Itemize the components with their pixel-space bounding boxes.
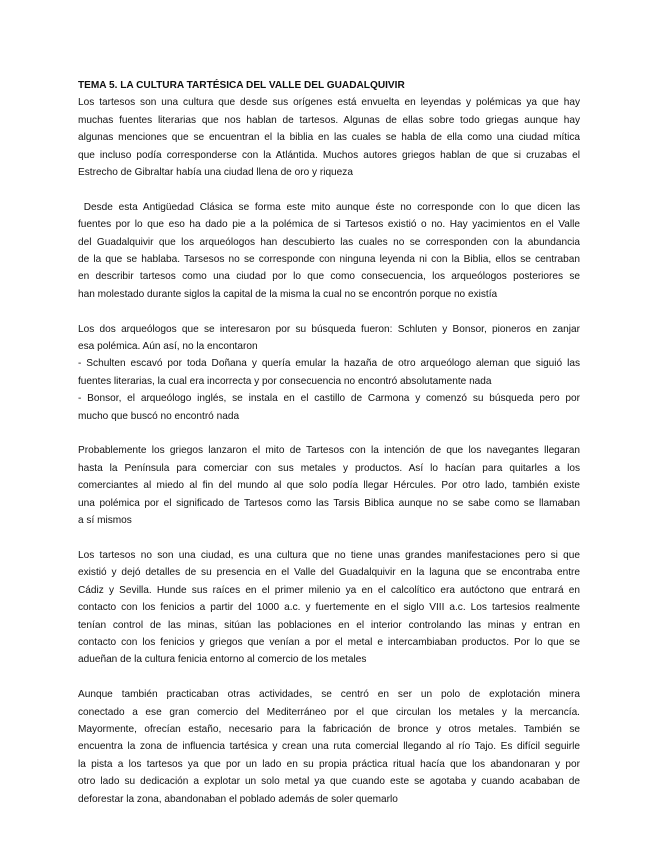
text-line: mucho que buscó no encontró nada (78, 410, 240, 422)
text-line: algunas menciones que se encuentran el la biblia en las cuales se habla de ella como una ciudad mítica (78, 132, 580, 144)
text-line: esa polémica. Aún así, no la encontaron (78, 341, 258, 353)
text-line: Aunque también practicaban otras actividades, se centró en ser un polo de explotación minera (78, 689, 580, 701)
text-line: encuentra la zona de influencia tartésica y crean una ruta comercial llegando al río Tajo. Es difícil seguirle (78, 741, 580, 753)
text-line: otro lado su dedicación a explotar un solo metal ya que cuando este se agotaba y cuando acababan de (78, 776, 580, 788)
text-line: Desde esta Antigüedad Clásica se forma este mito aunque éste no corresponde con lo que dicen las (78, 201, 580, 213)
text-line: de la que se hablaba. Tarsesos no se corresponde con ninguna leyenda ni con la Biblia, ellos se centraban (78, 254, 580, 266)
text-line: Probablemente los griegos lanzaron el mito de Tartesos con la intención de que los navegantes llegaran (78, 445, 580, 457)
text-line: comerciantes al miedo al fin del mundo al que solo podía llegar Hércules. Por otro lado, también existe (78, 480, 580, 492)
paragraph-3 (78, 321, 580, 425)
text-line: en describir tartesos como una ciudad por lo que como consecuencia, los arqueólogos posteriores se (78, 271, 580, 283)
text-line: existió y dejó detalles de su presencia en el Valle del Guadalquivir en la laguna que se encontraba entre (78, 567, 580, 579)
text-line: adueñan de la cultura fenicia entorno al comercio de los metales (78, 654, 367, 666)
text-line: Los dos arqueólogos que se interesaron por su búsqueda fueron: Schluten y Bonsor, pioneros en zanjar (78, 323, 580, 335)
paragraph-4 (78, 442, 580, 529)
text-line: fuentes por lo que eso ha dado pie a la polémica de si Tartesos existió o no. Hay yacimientos en el Valle (78, 219, 580, 231)
text-line: del Guadalquivir que los arqueólogos han descubierto las cuales no se corresponden con la abundancia (78, 236, 580, 248)
text-line: Los tartesos no son una ciudad, es una cultura que no tiene unas grandes manifestaciones pero si que (78, 549, 580, 561)
text-line: Estrecho de Gibraltar había una ciudad llena de oro y riqueza (78, 167, 353, 179)
text-line: una polémica por el significado de Tartesos como las Tarsis Biblica aunque no se sabe como se llamaban (78, 497, 580, 509)
text-line: muchas fuentes literarias que nos hablan de tartesos. Algunas de ellas sobre todo griegas aunque hay (78, 114, 580, 126)
paragraph-6 (78, 686, 580, 808)
text-line: hasta la Península para comerciar con sus metales y productos. Así lo hacían para quitarles a los (78, 462, 580, 474)
paragraph-5 (78, 547, 580, 669)
text-line: Los tartesos son una cultura que desde sus orígenes está envuelta en leyendas y polémicas ya que hay (78, 97, 580, 109)
text-line: la pista a los tartesos ya que por un lado en su propia práctica ritual hacía que los abandonaran y por (78, 758, 580, 770)
bullet-line: - Bonsor, el arqueólogo inglés, se instala en el castillo de Carmona y comenzó su búsqueda pero por (78, 393, 580, 405)
document-title: TEMA 5. LA CULTURA TARTÉSICA DEL VALLE DEL GUADALQUIVIR (78, 80, 405, 91)
paragraph-1 (78, 94, 580, 181)
text-line: contacto con los fenicios a partir del 1000 a.c. y fuertemente en el siglo VIII a.c. Los tartesios realmente (78, 602, 580, 614)
text-line: Cádiz y Sevilla. Hunde sus raíces en el primer milenio ya en el calcolítico era autóctono que entrará en (78, 584, 580, 596)
text-line: tenían control de las minas, sitúan las poblaciones en el interior controlando las minas y entran en (78, 619, 580, 631)
document-page (78, 77, 580, 825)
text-line: deforestar la zona, abandonaban el poblado además de soler quemarlo (78, 793, 398, 805)
bullet-line: - Schulten escavó por toda Doñana y quería emular la hazaña de otro arqueólogo aleman que siguió las (78, 358, 580, 370)
text-line: a sí mismos (78, 515, 132, 527)
text-line: contacto con los fenicios y griegos que venían a por el metal e intercambiaban productos. Por lo que se (78, 636, 580, 648)
text-line: Mayormente, ofrecían estaño, necesario para la fabricación de bronce y otros metales. También se (78, 723, 580, 735)
text-line: fuentes literarias, la cual era incorrecta y por consecuencia no encontró absolutamente nada (78, 375, 492, 387)
text-line: que incluso podía corresponderse con la Atlántida. Muchos autores griegos hablan de que si cruzabas el (78, 149, 580, 161)
paragraph-2 (78, 199, 580, 303)
text-line: conectado a ese gran comercio del Mediterráneo por el que circulan los metales y la mercancía. (78, 706, 580, 718)
text-line: han molestado durante siglos la capital de la misma la cual no se encontrón porque no existía (78, 288, 498, 300)
